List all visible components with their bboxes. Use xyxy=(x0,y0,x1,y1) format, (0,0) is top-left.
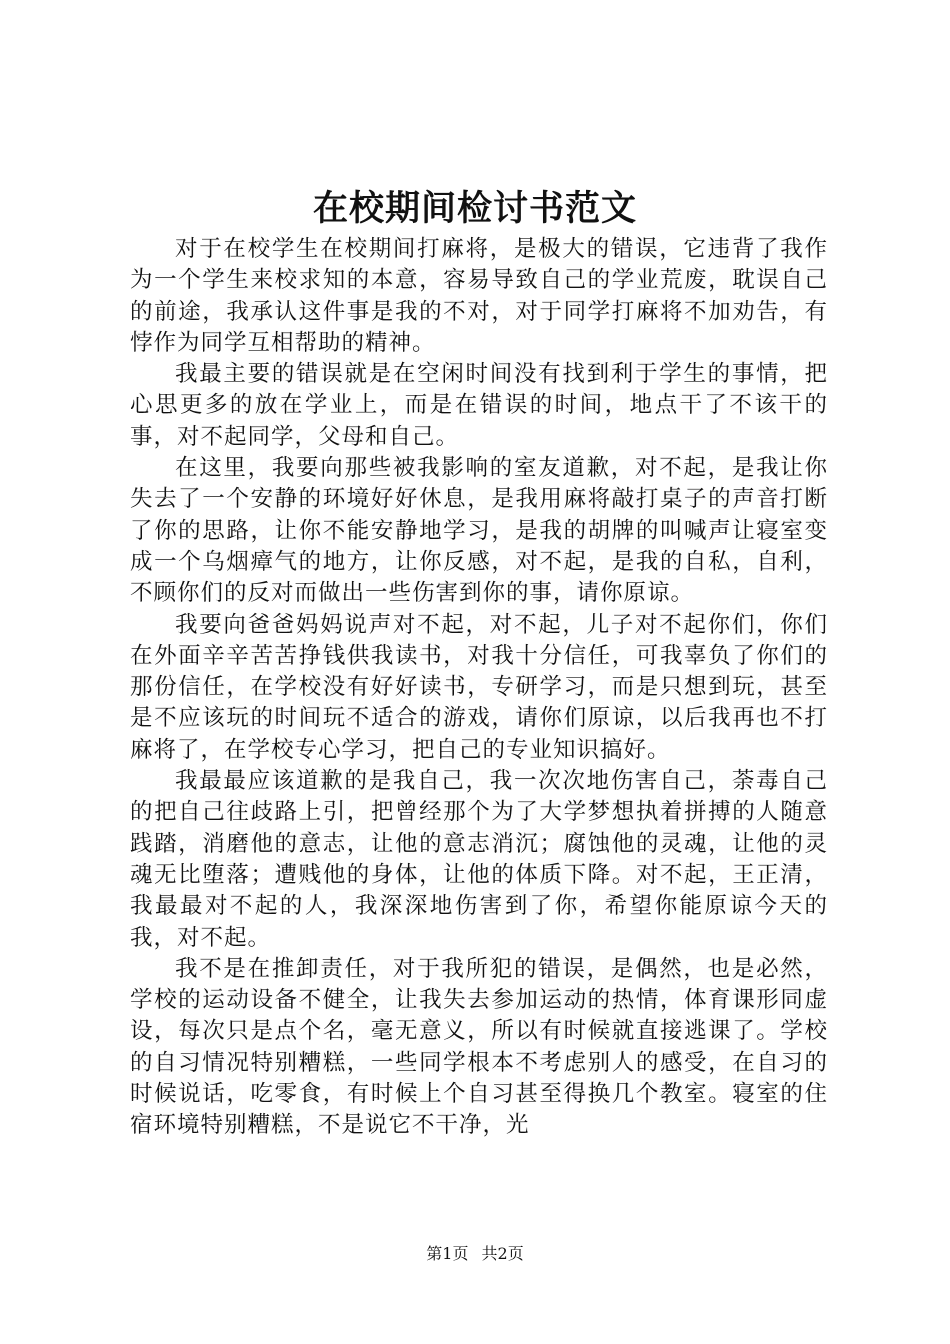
paragraph-4: 我要向爸爸妈妈说声对不起，对不起，儿子对不起你们，你们在外面辛辛苦苦挣钱供我读书，对我十分信任，可我辜负了你们的那份信任，在学校没有好好读书，专研学习，而是只想到玩，甚至是不应该玩的时间玩不适合的游戏，请你们原谅，以后我再也不打麻将了，在学校专心学习，把自己的专业知识搞好。 xyxy=(130,611,828,763)
document-title: 在校期间检讨书范文 xyxy=(312,188,637,229)
document-body xyxy=(130,234,828,1142)
page-number: 第1页 xyxy=(426,1244,469,1263)
paragraph-3: 在这里，我要向那些被我影响的室友道歉，对不起，是我让你失去了一个安静的环境好好休息，是我用麻将敲打桌子的声音打断了你的思路，让你不能安静地学习，是我的胡牌的叫喊声让寝室变成一个乌烟瘴气的地方，让你反感，对不起，是我的自私，自利，不顾你们的反对而做出一些伤害到你的事，请你原谅。 xyxy=(130,455,828,607)
paragraph-5: 我最最应该道歉的是我自己，我一次次地伤害自己，荼毒自己的把自己往歧路上引，把曾经那个为了大学梦想执着拼搏的人随意践踏，消磨他的意志，让他的意志消沉；腐蚀他的灵魂，让他的灵魂无比堕落；遭贱他的身体，让他的体质下降。对不起，王正清，我最最对不起的人，我深深地伤害到了你，希望你能原谅今天的我，对不起。 xyxy=(130,768,828,951)
paragraph-2: 我最主要的错误就是在空闲时间没有找到利于学生的事情，把心思更多的放在学业上，而是在错误的时间，地点干了不该干的事，对不起同学，父母和自己。 xyxy=(130,361,828,450)
page-total: 共2页 xyxy=(481,1244,524,1263)
paragraph-1: 对于在校学生在校期间打麻将，是极大的错误，它违背了我作为一个学生来校求知的本意，容易导致自己的学业荒废，耽误自己的前途，我承认这件事是我的不对，对于同学打麻将不加劝告，有悖作为同学互相帮助的精神。 xyxy=(130,236,828,356)
paragraph-6: 我不是在推卸责任，对于我所犯的错误，是偶然，也是必然，学校的运动设备不健全，让我失去参加运动的热情，体育课形同虚设，每次只是点个名，毫无意义，所以有时候就直接逃课了。学校的自习情况特别糟糕，一些同学根本不考虑别人的感受，在自习的时候说话，吃零食，有时候上个自习甚至得换几个教室。寝室的住宿环境特别糟糕，不是说它不干净，光 xyxy=(130,955,828,1139)
page-footer xyxy=(0,1243,950,1265)
